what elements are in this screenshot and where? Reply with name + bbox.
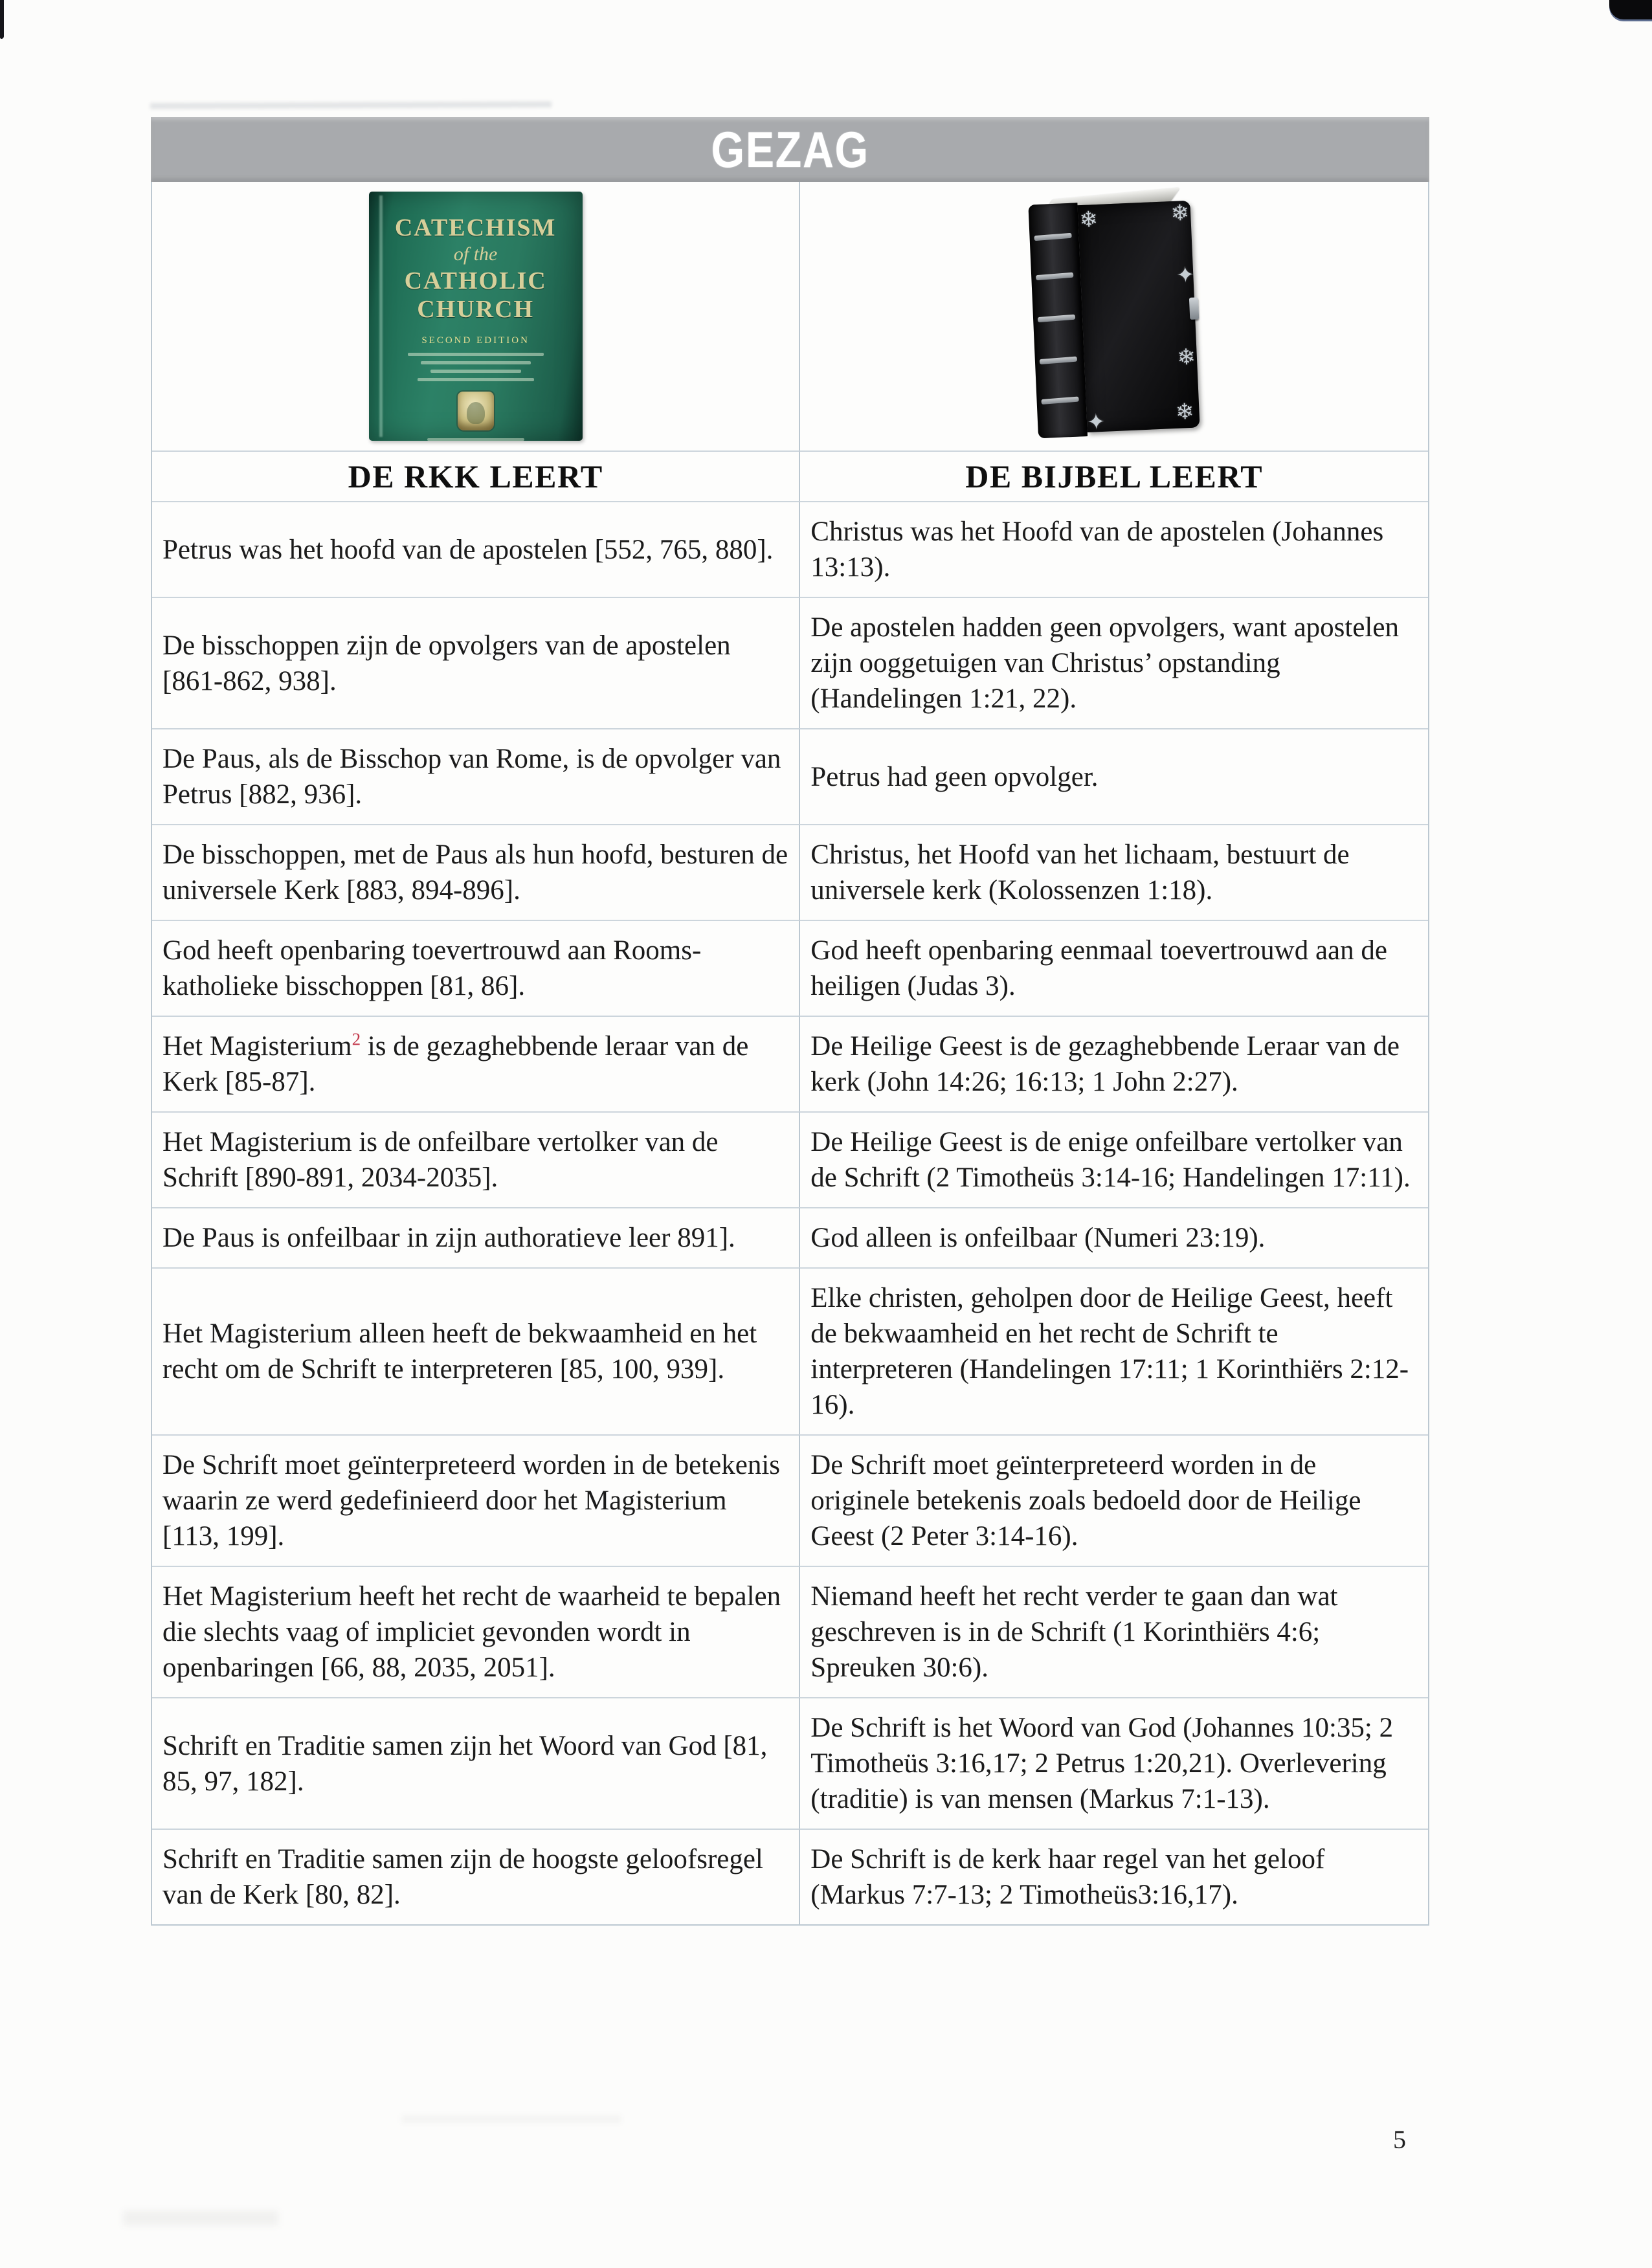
table-cell [152, 1829, 799, 1924]
catechism-book-image [369, 192, 583, 441]
comparison-table [151, 117, 1429, 1926]
corner-ornament-icon: ✦ [1086, 408, 1106, 436]
bible-response-text: De apostelen hadden geen opvolgers, want apostelen zijn ooggetuigen van Christus’ opstanding (Handelingen 1:21, 22). [810, 612, 1399, 714]
bible-response-text: Elke christen, geholpen door de Heilige Geest, heeft de bekwaamheid en het recht de Schrift te interpreteren (Handelingen 17:11; 1 Korinthiërs 2:12-16). [810, 1283, 1409, 1420]
spine-band [1042, 396, 1079, 405]
corner-ornament-icon: ❄ [1078, 206, 1099, 234]
catechism-title-line4: CHURCH [417, 296, 535, 323]
claim-text-post: is de gezaghebbende leraar van de Kerk [85-87]. [162, 1031, 749, 1097]
scan-artifact-top-right [1609, 0, 1652, 19]
table-cell [152, 824, 799, 920]
scan-smudge [401, 2115, 621, 2123]
corner-ornament-icon: ❄ [1176, 344, 1196, 371]
catechism-publisher-line [427, 438, 524, 441]
rcc-claim-text: De Schrift moet geïnterpreteerd worden in de betekenis waarin ze werd gedefinieerd door het Magisterium [113, 199]. [162, 1450, 780, 1551]
rcc-claim-text: Het Magisterium is de onfeilbare vertolker van de Schrift [890-891, 2034-2035]. [162, 1127, 719, 1193]
table-cell [152, 1207, 799, 1267]
bible-response-text: Christus, het Hoofd van het lichaam, bestuurt de universele kerk (Kolossenzen 1:18). [810, 839, 1350, 906]
rcc-claim-text [162, 1028, 788, 1100]
table-cell [799, 1016, 1428, 1111]
rcc-claim-text: De Paus is onfeilbaar in zijn authoratieve leer 891]. [162, 1223, 735, 1253]
page-number: 5 [1393, 2125, 1406, 2154]
catechism-small-text-lines [369, 353, 583, 381]
table-cell [799, 1207, 1428, 1267]
bible-response-text: De Heilige Geest is de gezaghebbende Leraar van de kerk (John 14:26; 16:13; 1 John 2:27). [810, 1031, 1400, 1097]
bible-response-text: De Schrift is de kerk haar regel van het geloof (Markus 7:7-13; 2 Timotheüs3:16,17). [810, 1844, 1325, 1910]
table-cell [152, 1697, 799, 1829]
rcc-claim-text: God heeft openbaring toevertrouwd aan Rooms-katholieke bisschoppen [81, 86]. [162, 935, 702, 1001]
catechism-image-cell [152, 182, 799, 450]
catechism-title-line3: CATHOLIC [404, 267, 547, 295]
table-cell [799, 1111, 1428, 1207]
claim-text-pre: Het Magisterium [162, 1031, 352, 1062]
table-cell [799, 1566, 1428, 1697]
bible-response-text: Niemand heeft het recht verder te gaan dan wat geschreven is in de Schrift (1 Korinthiërs 4:6; Spreuken 30:6). [810, 1581, 1338, 1683]
rcc-claim-text: Schrift en Traditie samen zijn de hoogste geloofsregel van de Kerk [80, 82]. [162, 1844, 763, 1910]
spine-band [1038, 315, 1075, 323]
table-cell [152, 920, 799, 1016]
scan-artifact-top-left [0, 0, 4, 39]
two-column-table [151, 182, 1429, 1926]
corner-ornament-icon: ❄ [1175, 398, 1195, 425]
table-cell [152, 597, 799, 728]
table-cell [152, 1267, 799, 1434]
table-cell [152, 1566, 799, 1697]
bible-image-cell [799, 182, 1428, 450]
book-spine-highlight [379, 195, 383, 437]
footnote-ref: 2 [352, 1029, 361, 1049]
bible-book-image [1029, 198, 1200, 435]
bible-clasp [1189, 297, 1199, 320]
bible-response-text: Petrus had geen opvolger. [810, 761, 1099, 792]
table-cell [799, 1697, 1428, 1829]
catechism-edition-line: SECOND EDITION [421, 335, 530, 346]
corner-ornament-icon: ✦ [1176, 261, 1196, 289]
table-cell [799, 728, 1428, 824]
catechism-title-line1: CATECHISM [394, 214, 557, 241]
bible-cover [1078, 199, 1200, 436]
table-cell [152, 1111, 799, 1207]
rcc-claim-text: Het Magisterium alleen heeft de bekwaamheid en het recht om de Schrift te interpreteren [85, 100, 939]. [162, 1318, 757, 1384]
column-header-bijbel: DE BIJBEL LEERT [799, 450, 1428, 501]
table-cell [799, 1267, 1428, 1434]
section-header-bar [151, 117, 1429, 182]
rcc-claim-text: De bisschoppen zijn de opvolgers van de apostelen [861-862, 938]. [162, 630, 731, 696]
table-cell [152, 1016, 799, 1111]
table-cell [152, 1434, 799, 1566]
bible-response-text: God alleen is onfeilbaar (Numeri 23:19). [810, 1223, 1266, 1253]
table-cell [152, 728, 799, 824]
scan-smudge [123, 2210, 278, 2226]
rcc-claim-text: Petrus was het hoofd van de apostelen [552, 765, 880]. [162, 534, 774, 565]
bible-response-text: De Schrift moet geïnterpreteerd worden in de originele betekenis zoals bedoeld door de Heilige Geest (2 Peter 3:14-16). [810, 1450, 1361, 1551]
rcc-claim-text: De Paus, als de Bisschop van Rome, is de opvolger van Petrus [882, 936]. [162, 744, 781, 810]
spine-band [1034, 233, 1071, 241]
table-cell [799, 920, 1428, 1016]
corner-ornament-icon: ❄ [1170, 199, 1190, 227]
rcc-claim-text: De bisschoppen, met de Paus als hun hoofd, besturen de universele Kerk [883, 894-896]. [162, 839, 788, 906]
table-cell [799, 1829, 1428, 1924]
table-cell [799, 824, 1428, 920]
rcc-claim-text: Het Magisterium heeft het recht de waarheid te bepalen die slechts vaag of impliciet gevonden wordt in openbaringen [66, 88, 2035, 2051]. [162, 1581, 781, 1683]
rcc-claim-text: Schrift en Traditie samen zijn het Woord van God [81, 85, 97, 182]. [162, 1730, 768, 1797]
bible-response-text: De Schrift is het Woord van God (Johannes 10:35; 2 Timotheüs 3:16,17; 2 Petrus 1:20,21). Overlevering (traditie) is van mensen (Markus 7:1-13). [810, 1713, 1394, 1814]
catechism-crest-icon [458, 392, 494, 430]
column-header-rkk: DE RKK LEERT [152, 450, 799, 501]
spine-band [1036, 272, 1073, 281]
scan-streak [150, 102, 552, 109]
table-cell [152, 501, 799, 597]
bible-response-text: Christus was het Hoofd van de apostelen (Johannes 13:13). [810, 517, 1384, 583]
spine-band [1040, 357, 1077, 365]
bible-response-text: De Heilige Geest is de enige onfeilbare vertolker van de Schrift (2 Timotheüs 3:14-16; Handelingen 17:11). [810, 1127, 1411, 1193]
page-title: GEZAG [711, 120, 869, 178]
catechism-title-line2: of the [453, 243, 498, 265]
table-cell [799, 1434, 1428, 1566]
bible-response-text: God heeft openbaring eenmaal toevertrouwd aan de heiligen (Judas 3). [810, 935, 1387, 1001]
table-cell [799, 501, 1428, 597]
table-cell [799, 597, 1428, 728]
